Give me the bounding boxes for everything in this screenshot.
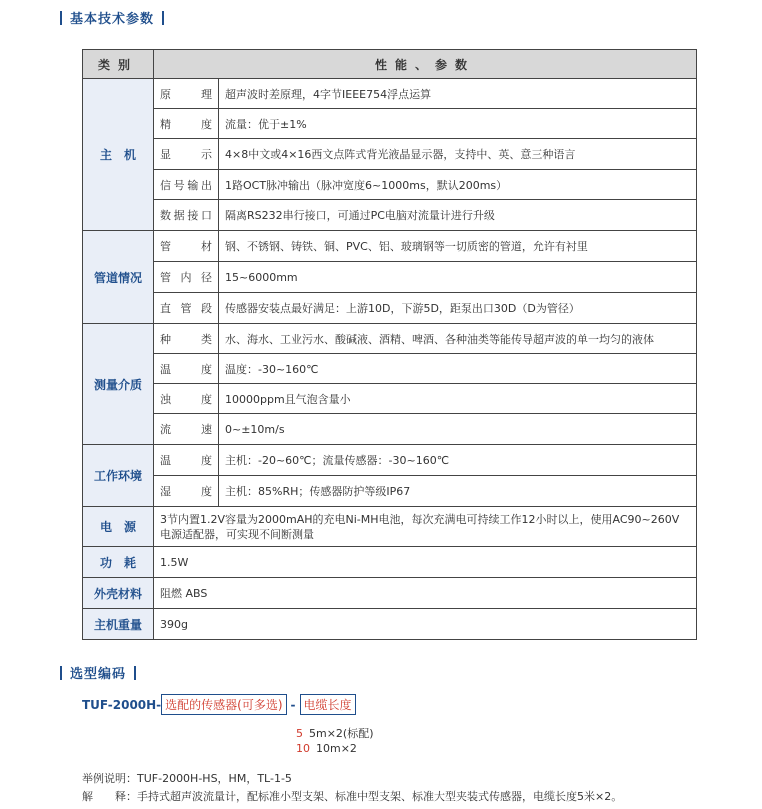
spec-table — [82, 49, 697, 640]
table-row — [83, 293, 697, 324]
row-value: 温度：-30~160℃ — [219, 354, 697, 384]
explanation-text: 手持式超声波流量计，配标准小型支架、标准中型支架、标准大型夹装式传感器，电缆长度5米×2。 — [137, 790, 623, 803]
row-value: 0~±10m/s — [219, 414, 697, 445]
title-bar-left — [60, 666, 62, 680]
table-row — [83, 578, 697, 609]
row-value: 阻燃 ABS — [154, 578, 697, 609]
table-row — [83, 262, 697, 293]
cable-option-item — [296, 742, 357, 755]
row-label: 管内径 — [154, 262, 219, 293]
title-bar-right — [162, 11, 164, 25]
cable-code: 10 — [296, 742, 310, 755]
row-label: 种类 — [154, 324, 219, 354]
category-housing: 外壳材料 — [83, 578, 154, 609]
table-row — [83, 476, 697, 507]
table-row — [83, 609, 697, 640]
explanation-line — [82, 788, 622, 804]
table-row — [83, 79, 697, 109]
category-medium: 测量介质 — [83, 324, 154, 445]
table-row — [83, 324, 697, 354]
table-row — [83, 200, 697, 231]
row-value: 传感器安装点最好满足：上游10D，下游5D，距泵出口30D（D为管径） — [219, 293, 697, 324]
row-value: 1.5W — [154, 547, 697, 578]
cable-option-item — [296, 725, 374, 741]
example-line: 举例说明：TUF-2000H-HS，HM，TL-1-5 — [82, 772, 292, 785]
row-label: 原理 — [154, 79, 219, 109]
row-label: 直管段 — [154, 293, 219, 324]
table-row — [83, 384, 697, 414]
row-value: 390g — [154, 609, 697, 640]
category-consumption: 功 耗 — [83, 547, 154, 578]
row-label: 温度 — [154, 445, 219, 476]
header-category: 类别 — [83, 50, 154, 79]
section-title-text: 选型编码 — [70, 667, 127, 682]
table-row — [83, 445, 697, 476]
row-value: 超声波时差原理，4字节IEEE754浮点运算 — [219, 79, 697, 109]
row-label: 信号输出 — [154, 170, 219, 200]
table-row — [83, 547, 697, 578]
row-value: 钢、不锈钢、铸铁、铜、PVC、铝、玻璃钢等一切质密的管道，允许有衬里 — [219, 231, 697, 262]
row-label: 管材 — [154, 231, 219, 262]
row-value: 流量：优于±1% — [219, 109, 697, 139]
cable-desc: 10m×2 — [316, 742, 357, 755]
category-main-unit: 主 机 — [83, 79, 154, 231]
cable-code: 5 — [296, 727, 303, 740]
table-row — [83, 414, 697, 445]
row-label: 显示 — [154, 139, 219, 170]
row-label: 流速 — [154, 414, 219, 445]
row-label: 浊度 — [154, 384, 219, 414]
title-bar-right — [134, 666, 136, 680]
table-row — [83, 354, 697, 384]
spec-table-header — [83, 50, 697, 79]
explanation-label: 解 释： — [82, 790, 137, 803]
category-pipe: 管道情况 — [83, 231, 154, 324]
row-value: 隔离RS232串行接口，可通过PC电脑对流量计进行升级 — [219, 200, 697, 231]
row-value: 3节内置1.2V容量为2000mAH的充电Ni-MH电池，每次充满电可持续工作12小时以上，使用AC90~260V电源适配器，可实现不间断测量 — [154, 507, 697, 547]
category-power: 电 源 — [83, 507, 154, 547]
model-code-row — [82, 694, 356, 715]
sensor-option-box: 选配的传感器(可多选) — [161, 694, 286, 715]
table-row — [83, 109, 697, 139]
row-label: 数据接口 — [154, 200, 219, 231]
row-value: 主机：-20~60℃；流量传感器：-30~160℃ — [219, 445, 697, 476]
row-value: 水、海水、工业污水、酸碱液、酒精、啤酒、各种油类等能传导超声波的单一均匀的液体 — [219, 324, 697, 354]
cable-desc: 5m×2(标配) — [309, 727, 374, 740]
row-label: 湿度 — [154, 476, 219, 507]
model-prefix: TUF-2000H- — [82, 697, 162, 712]
row-label: 精度 — [154, 109, 219, 139]
row-value: 1路OCT脉冲输出（脉冲宽度6~1000ms，默认200ms） — [219, 170, 697, 200]
row-value: 主机：85%RH；传感器防护等级IP67 — [219, 476, 697, 507]
row-value: 10000ppm且气泡含量小 — [219, 384, 697, 414]
category-environment: 工作环境 — [83, 445, 154, 507]
model-dash: - — [290, 697, 296, 712]
row-value: 4×8中文或4×16西文点阵式背光液晶显示器，支持中、英、意三种语言 — [219, 139, 697, 170]
section-title-model — [60, 663, 136, 682]
section-title-specs — [60, 8, 164, 27]
row-value: 15~6000mm — [219, 262, 697, 293]
category-weight: 主机重量 — [83, 609, 154, 640]
title-bar-left — [60, 11, 62, 25]
header-params: 性能、参数 — [154, 50, 697, 79]
table-row — [83, 139, 697, 170]
table-row — [83, 507, 697, 547]
table-row — [83, 170, 697, 200]
table-row — [83, 231, 697, 262]
row-label: 温度 — [154, 354, 219, 384]
cable-option-box: 电缆长度 — [300, 694, 356, 715]
section-title-text: 基本技术参数 — [70, 12, 155, 27]
